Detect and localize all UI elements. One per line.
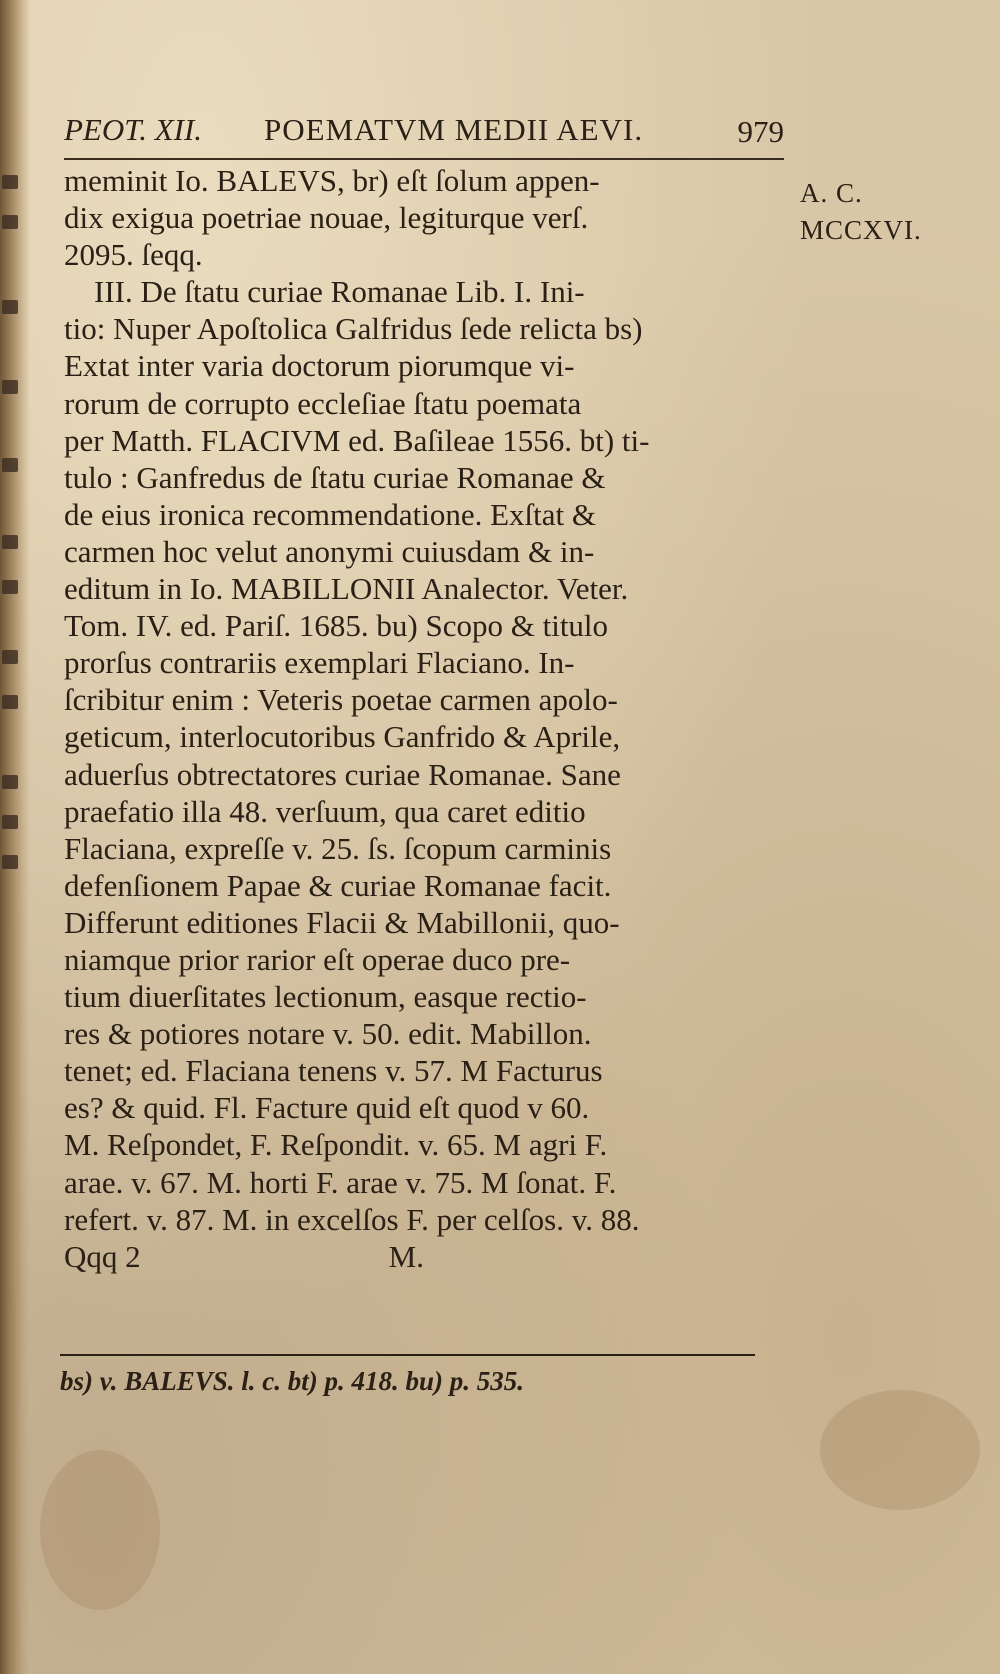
text-line: tium diuerſitates lectionum, easque rectio- (64, 979, 587, 1015)
text-line: tenet; ed. Flaciana tenens v. 57. M Facturus (64, 1053, 603, 1089)
header-section-label: PEOT. XII. (64, 112, 203, 147)
gutter-ink-mark (2, 535, 18, 549)
text-line: aduerſus obtrectatores curiae Romanae. Sane (64, 756, 621, 792)
page-number: 979 (737, 114, 784, 149)
text-line: rorum de corrupto eccleſiae ſtatu poemata (64, 385, 582, 421)
header-title: POEMATVM MEDII AEVI. (264, 112, 644, 147)
text-line: Tom. IV. ed. Pariſ. 1685. bu) Scopo & titulo (64, 608, 609, 644)
gutter-ink-mark (2, 815, 18, 829)
text-line: editum in Io. MABILLONII Analector. Veter. (64, 571, 629, 607)
gutter-ink-mark (2, 380, 18, 394)
text-line: per Matth. FLACIVM ed. Baſileae 1556. bt) ti- (64, 422, 650, 458)
gutter-ink-mark (2, 458, 18, 472)
text-line: es? & quid. Fl. Facture quid eſt quod v 60. (64, 1090, 590, 1126)
text-line: defenſionem Papae & curiae Romanae facit. (64, 867, 612, 903)
text-line: refert. v. 87. M. in excelſos F. per celſos. v. 88. (64, 1201, 640, 1237)
gutter-ink-mark (2, 775, 18, 789)
gutter-ink-mark (2, 580, 18, 594)
text-line: niamque prior rarior eſt operae duco pre- (64, 941, 571, 977)
margin-note-year: MCCXVI. (800, 215, 922, 245)
text-line: M. Reſpondet, F. Reſpondit. v. 65. M agri F. (64, 1127, 608, 1163)
footnotes: bs) v. BALEVS. l. c. bt) p. 418. bu) p. 535. (60, 1366, 525, 1396)
gutter-ink-mark (2, 650, 18, 664)
gutter-ink-mark (2, 300, 18, 314)
footnote-rule (60, 1354, 755, 1356)
gutter-ink-mark (2, 175, 18, 189)
body-text (64, 162, 784, 1275)
running-header (64, 112, 784, 160)
text-line: arae. v. 67. M. horti F. arae v. 75. M ſonat. F. (64, 1164, 617, 1200)
text-line: dix exigua poetriae nouae, legiturque verſ. (64, 200, 589, 236)
gutter-ink-mark (2, 695, 18, 709)
text-line: praefatio illa 48. verſuum, qua caret editio (64, 793, 586, 829)
text-line: de eius ironica recommendatione. Exſtat & (64, 496, 596, 532)
text-line: III. De ſtatu curiae Romanae Lib. I. Ini- (94, 274, 585, 310)
paper-stain (820, 1390, 980, 1510)
page-binding-edge (0, 0, 30, 1674)
text-line: prorſus contrariis exemplari Flaciano. In- (64, 645, 575, 681)
signature-catchword-line: Qqq 2 M. (64, 1238, 424, 1274)
text-line: meminit Io. BALEVS, br) eſt ſolum appen- (64, 163, 600, 198)
text-line: tulo : Ganfredus de ſtatu curiae Romanae & (64, 459, 606, 495)
text-line: 2095. ſeqq. (64, 237, 203, 273)
text-line: tio: Nuper Apoſtolica Galfridus ſede relicta bs) (64, 311, 643, 347)
text-line: geticum, interlocutoribus Ganfrido & Aprile, (64, 719, 621, 755)
text-line: Extat inter varia doctorum piorumque vi- (64, 348, 575, 384)
margin-note-ac: A. C. (800, 178, 863, 208)
text-line: Differunt editiones Flacii & Mabillonii, quo- (64, 904, 620, 940)
paper-stain (40, 1450, 160, 1610)
gutter-ink-mark (2, 855, 18, 869)
gutter-ink-mark (2, 215, 18, 229)
text-line: carmen hoc velut anonymi cuiusdam & in- (64, 533, 595, 569)
text-line: ſcribitur enim : Veteris poetae carmen apolo- (64, 682, 618, 718)
text-line: res & potiores notare v. 50. edit. Mabillon. (64, 1016, 592, 1052)
text-line: Flaciana, expreſſe v. 25. ſs. ſcopum carminis (64, 830, 612, 866)
